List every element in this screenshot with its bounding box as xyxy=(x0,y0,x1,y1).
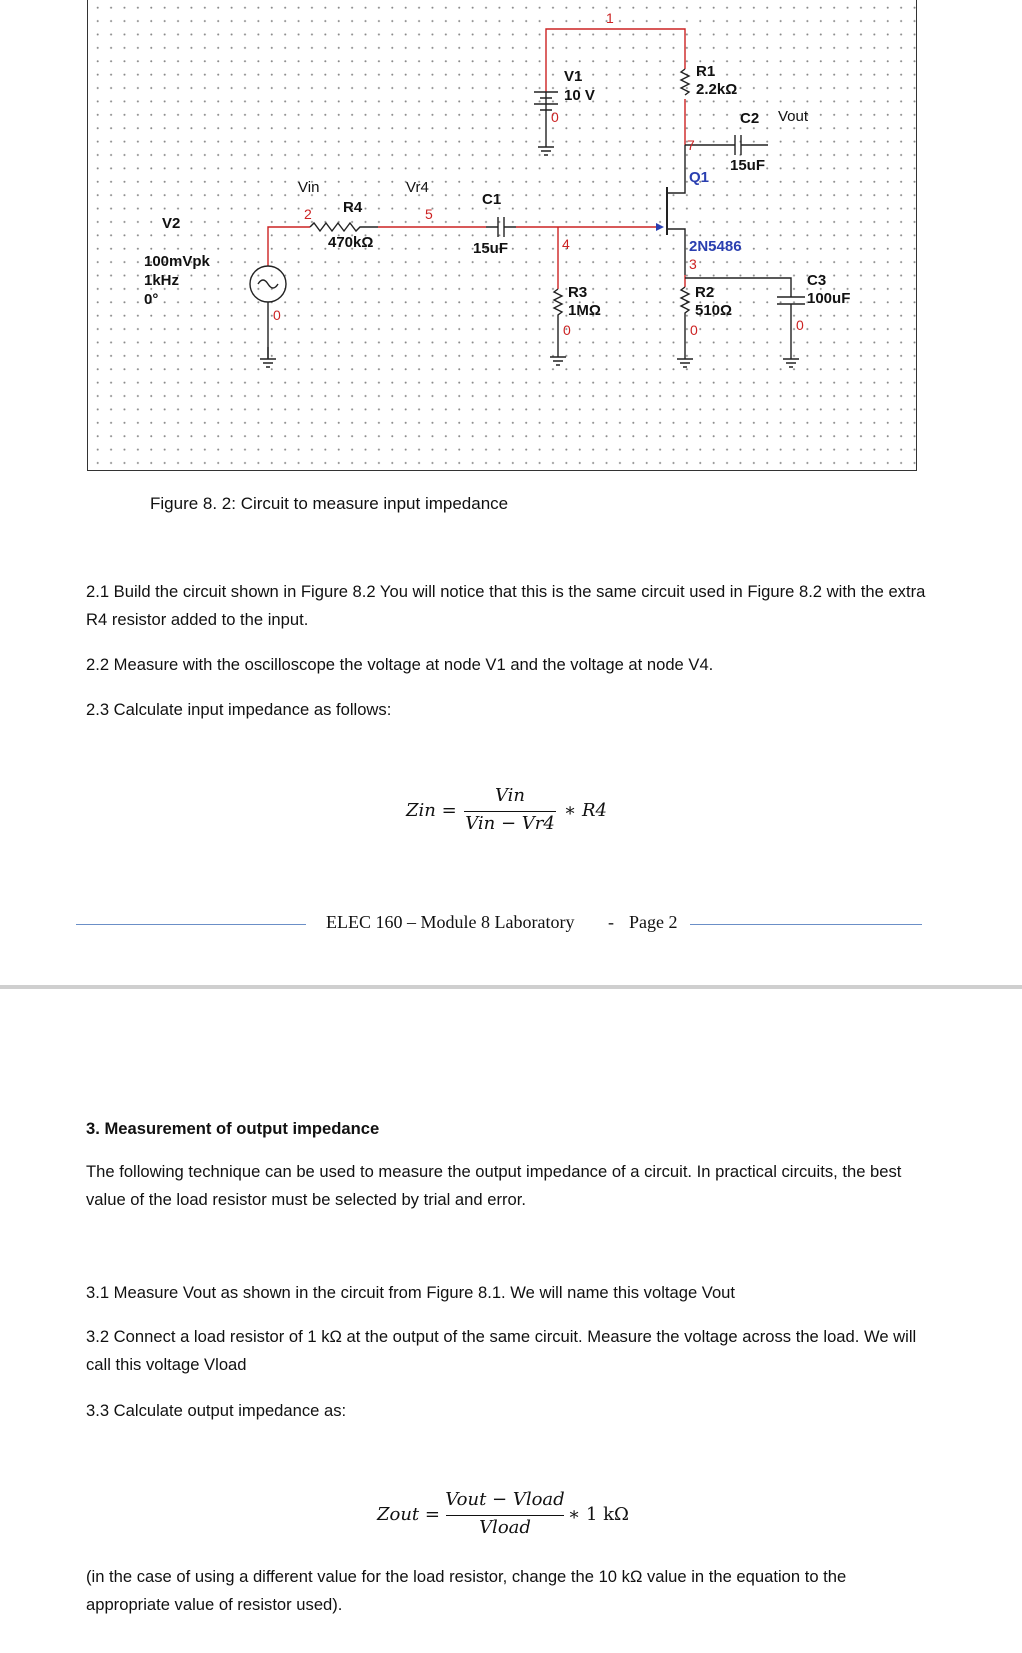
q1-name: Q1 xyxy=(689,169,710,186)
zout-numerator: Vout − Vload xyxy=(445,1489,565,1510)
v1-node-label: 0 xyxy=(551,109,559,125)
step-2-1: 2.1 Build the circuit shown in Figure 8.2 You will notice that this is the same circuit used in Figure 8.2 with the extra R4 resistor added to the input. xyxy=(86,582,926,629)
q1-drain-source xyxy=(667,145,685,275)
step-3-1: 3.1 Measure Vout as shown in the circuit from Figure 8.1. We will name this voltage Vout xyxy=(86,1283,736,1302)
step-3-2: 3.2 Connect a load resistor of 1 kΩ at the output of the same circuit. Measure the voltage across the load. We will call this voltage Vload xyxy=(86,1327,917,1374)
v2-phase: 0° xyxy=(144,291,159,308)
r2-name: R2 xyxy=(695,284,715,301)
node-7-label: 7 xyxy=(687,137,695,153)
q1-model: 2N5486 xyxy=(689,238,742,255)
c3-value: 100uF xyxy=(807,290,851,307)
v2-name: V2 xyxy=(162,215,181,232)
figure-caption: Figure 8. 2: Circuit to measure input impedance xyxy=(150,494,509,513)
step-2-3: 2.3 Calculate input impedance as follows: xyxy=(86,700,392,719)
vin-label: Vin xyxy=(298,179,320,196)
footer-page-number: Page 2 xyxy=(629,912,678,932)
c1-name: C1 xyxy=(482,191,502,208)
r3-symbol xyxy=(554,289,562,357)
r4-name: R4 xyxy=(343,199,363,216)
circuit-schematic xyxy=(87,0,917,471)
v2-amplitude: 100mVpk xyxy=(144,253,210,270)
zout-denominator: Vload xyxy=(479,1517,531,1538)
node-4-label: 4 xyxy=(562,236,570,252)
r1-symbol xyxy=(681,69,689,95)
v2-frequency: 1kHz xyxy=(144,272,180,289)
zout-lhs: Zout = xyxy=(377,1504,440,1525)
zout-equation xyxy=(372,1484,642,1544)
zin-denominator: Vin − Vr4 xyxy=(465,813,555,834)
step-3-3: 3.3 Calculate output impedance as: xyxy=(86,1401,347,1420)
section-3-intro: The following technique can be used to measure the output impedance of a circuit. In practical circuits, the best value of the load resistor must be selected by trial and error. xyxy=(86,1162,902,1209)
c3-name: C3 xyxy=(807,272,827,289)
vout-label: Vout xyxy=(778,108,809,125)
r2-value: 510Ω xyxy=(695,302,733,319)
q1-gate-arrow xyxy=(656,223,664,231)
r4-value: 470kΩ xyxy=(328,234,374,251)
node-3-label: 3 xyxy=(689,256,697,272)
vr4-label: Vr4 xyxy=(406,179,429,196)
footer-rule-left xyxy=(76,924,306,925)
zin-lhs: Zin = xyxy=(406,800,457,821)
r2-symbol xyxy=(681,287,689,359)
page-separator xyxy=(0,985,1022,989)
wire-node-2 xyxy=(268,227,310,266)
v1-name: V1 xyxy=(564,68,583,85)
footer-separator: - xyxy=(608,912,614,932)
document-page-2 xyxy=(0,991,1022,1653)
r1-value: 2.2kΩ xyxy=(696,81,738,98)
footer-rule-right xyxy=(690,924,922,925)
c1-symbol xyxy=(486,217,516,237)
v1-value: 10 V xyxy=(564,87,595,104)
node-5-label: 5 xyxy=(425,206,433,222)
node-1-label: 1 xyxy=(606,10,614,26)
r3-value: 1MΩ xyxy=(568,302,601,319)
r2-node-label: 0 xyxy=(690,322,698,338)
c2-symbol xyxy=(685,135,768,155)
zout-rhs: ∗ 1 kΩ xyxy=(568,1504,629,1525)
node-2-label: 2 xyxy=(304,206,312,222)
r4-symbol xyxy=(310,223,378,231)
v2-node-label: 0 xyxy=(273,307,281,323)
ground-symbols xyxy=(260,147,799,367)
r1-name: R1 xyxy=(696,63,716,80)
zin-equation xyxy=(400,780,620,840)
r3-name: R3 xyxy=(568,284,588,301)
c2-value: 15uF xyxy=(730,157,766,174)
page-footer xyxy=(0,910,1022,940)
zin-rhs: ∗ R4 xyxy=(564,800,607,821)
c2-name: C2 xyxy=(740,110,760,127)
section-3-heading: 3. Measurement of output impedance xyxy=(86,1119,380,1138)
c3-node-label: 0 xyxy=(796,317,804,333)
zin-numerator: Vin xyxy=(494,785,526,806)
schematic-drawing xyxy=(88,0,916,470)
footer-title: ELEC 160 – Module 8 Laboratory xyxy=(326,912,575,932)
load-resistor-note: (in the case of using a different value for the load resistor, change the 10 kΩ value in the equation to the appropriate value of resistor used). xyxy=(86,1567,847,1614)
r3-node-label: 0 xyxy=(563,322,571,338)
step-2-2: 2.2 Measure with the oscilloscope the voltage at node V1 and the voltage at node V4. xyxy=(86,655,714,674)
c1-value: 15uF xyxy=(473,240,509,257)
